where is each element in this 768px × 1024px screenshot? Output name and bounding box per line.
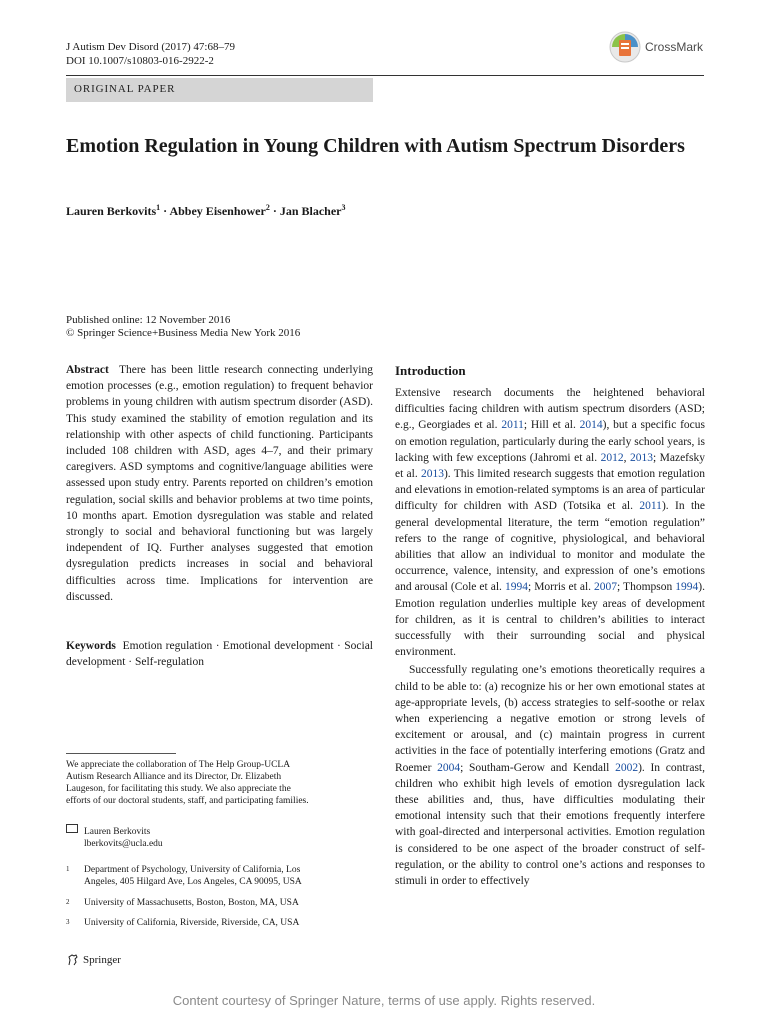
- contact-name: Lauren Berkovits: [84, 827, 151, 837]
- acknowledgement-line: We appreciate the collaboration of The Help Group-UCLA: [66, 760, 291, 770]
- doi[interactable]: DOI 10.1007/s10803-016-2922-2: [66, 55, 214, 67]
- introduction-paragraph-1: Extensive research documents the heightened behavioral difficulties facing children with autism spectrum disorders (ASD; e.g., Georgiades et al. 2011; Hill et al. 2014), but a specific focus on emotion regulation, particularly during the early school years, is lacking with few exceptions (Jahromi et al. 2012, 2013; Mazefsky et al. 2013). This limited research suggests that emotion regulation and elevations in emotion-related symptoms is an area of particular difficulty for children with ASD (Totsika et al. 2011). In the general developmental literature, the term “emotion regulation” refers to the range of cognitive, physiological, and behavioral abilities that allow an individual to monitor and modulate the occurrence, valence, intensity, and expression of one’s emotions and arousal (Cole et al. 1994; Morris et al. 2007; Thompson 1994). Emotion regulation underlies multiple key areas of development for children, as it is central to children’s abilities to interact successfully with their surrounding social and physical environment.: [395, 387, 705, 659]
- published-date: Published online: 12 November 2016: [66, 314, 231, 326]
- keywords-label: Keywords: [66, 640, 116, 652]
- crossmark-icon: [609, 31, 641, 63]
- acknowledgement-line: Laugeson, for facilitating this study. We also appreciate the: [66, 784, 291, 794]
- affiliation-line: Angeles, 405 Hilgard Ave, Los Angeles, CA 90095, USA: [84, 877, 302, 887]
- affiliation-number: 2: [66, 898, 70, 906]
- citation-link[interactable]: 2011: [501, 419, 524, 432]
- header-rule: [66, 75, 704, 76]
- copyright: © Springer Science+Business Media New York 2016: [66, 327, 301, 339]
- journal-citation-block: [66, 40, 235, 68]
- author-name[interactable]: Abbey Eisenhower: [169, 204, 266, 218]
- springer-horse-icon: [66, 953, 80, 967]
- publisher-logo: [66, 953, 121, 967]
- citation-link[interactable]: 2013: [629, 451, 653, 464]
- affiliation-line: Department of Psychology, University of California, Los: [84, 865, 301, 875]
- introduction-heading: Introduction: [395, 363, 466, 378]
- citation-link[interactable]: 2007: [594, 581, 618, 594]
- acknowledgement-line: efforts of our doctoral students, staff, and participating families.: [66, 796, 309, 806]
- acknowledgement-line: Autism Research Alliance and its Director, Dr. Elizabeth: [66, 772, 282, 782]
- keywords-text: Emotion regulation · Emotional development · Social development · Self-regulation: [66, 640, 374, 669]
- citation-link[interactable]: 2013: [420, 468, 444, 481]
- publication-info: [66, 314, 300, 340]
- citation-link[interactable]: 2012: [600, 451, 624, 464]
- footnote-rule: [66, 753, 176, 754]
- crossmark-label: CrossMark: [645, 40, 704, 54]
- author-name[interactable]: Lauren Berkovits: [66, 204, 157, 218]
- keywords: [66, 638, 373, 670]
- citation-link[interactable]: 2004: [437, 761, 461, 774]
- citation-link[interactable]: 2011: [639, 500, 662, 513]
- journal-citation: J Autism Dev Disord (2017) 47:68–79: [66, 41, 235, 53]
- author-affiliation-number: 3: [341, 203, 346, 212]
- abstract: [66, 362, 373, 605]
- affiliation-line: University of Massachusetts, Boston, Boston, MA, USA: [84, 898, 299, 908]
- author-affiliation-number: 1: [156, 203, 161, 212]
- acknowledgement: [66, 759, 366, 807]
- article-title: Emotion Regulation in Young Children with Autism Spectrum Disorders: [66, 135, 685, 157]
- publisher-label: Springer: [83, 954, 121, 966]
- author-affiliation-number: 2: [265, 203, 270, 212]
- affiliation-number: 1: [66, 865, 70, 873]
- citation-link[interactable]: 2014: [579, 419, 603, 432]
- affiliation-number: 3: [66, 918, 70, 926]
- citation-link[interactable]: 1994: [504, 581, 528, 594]
- abstract-label: Abstract: [66, 364, 109, 376]
- crossmark-badge[interactable]: [609, 31, 703, 63]
- citation-link[interactable]: 1994: [675, 581, 699, 594]
- corresponding-author: [66, 824, 163, 850]
- introduction-body: [395, 385, 705, 889]
- citation-link[interactable]: 2002: [615, 761, 639, 774]
- affiliation-line: University of California, Riverside, Riverside, CA, USA: [84, 918, 300, 928]
- author-list: Lauren Berkovits$^1$ · Abbey Eisenhower$^2$ · Jan Blacher$^3$: [66, 203, 346, 218]
- contact-email[interactable]: lberkovits@ucla.edu: [84, 839, 163, 849]
- rights-footer: Content courtesy of Springer Nature, terms of use apply. Rights reserved.: [172, 993, 596, 1008]
- article-type: ORIGINAL PAPER: [74, 83, 176, 95]
- abstract-text: There has been little research connecting underlying emotion processes (e.g., emotion regulation) to frequent behavior problems in young children with autism spectrum disorder (ASD). This study examined the stability of emotion regulation and its relationship with other aspects of child functioning. Participants included 108 children with ASD, ages 4–7, and their primary caregivers. ASD symptoms and cognitive/language abilities were assessed upon study entry. Parents reported on children’s emotion regulation, social skills and behavior problems at two time points, 10 months apart. Emotion dysregulation was stable and related strongly to social and behavioral functioning but was largely independent of IQ. Further analyses suggested that emotion dysregulation predicts increases in social and behavioral difficulties across time. Implications for intervention are discussed.: [66, 364, 373, 603]
- introduction-paragraph-2: Successfully regulating one’s emotions theoretically requires a child to be able to: (a) recognize his or her own emotional states at age-appropriate levels, (b) access strategies to self-soothe or relax when experiencing a negative emotion or strong levels of excitement or arousal, and (c) maintain progress in current activities in the face of potentially interfering emotions (Gratz and Roemer 2004; Southam-Gerow and Kendall 2002). In contrast, children who exhibit high levels of emotion dysregulation lack these abilities and, thus, have difficulties modulating their emotional intensity such that their emotions frequently interfere with goal-directed and interpersonal activities. Emotion regulation is considered to be one aspect of the broader construct of self-regulation, or the ability to control one’s actions and responses to stimuli in order to effectively: [395, 664, 705, 888]
- envelope-icon: [66, 824, 78, 833]
- author-name[interactable]: Jan Blacher: [279, 204, 342, 218]
